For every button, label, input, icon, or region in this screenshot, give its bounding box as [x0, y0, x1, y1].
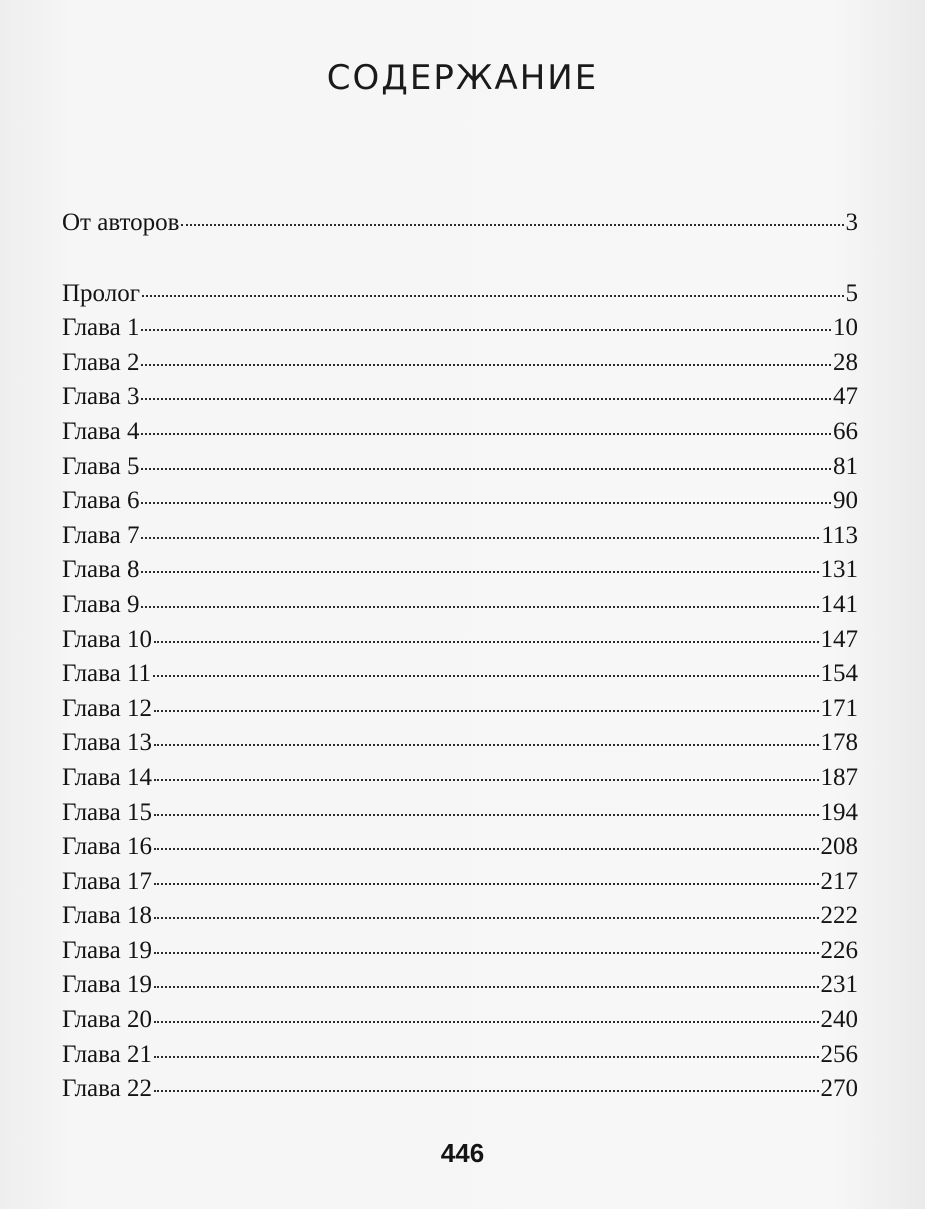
toc-entry [62, 588, 858, 623]
toc-entry-page: 240 [820, 1006, 858, 1034]
toc-entry-page: 66 [833, 417, 858, 445]
toc-entry-label: Глава 7 [62, 521, 140, 549]
toc-entry-page: 147 [820, 625, 858, 653]
toc-entry-page: 131 [820, 556, 858, 584]
toc-entry-page: 194 [820, 798, 858, 826]
toc-entry-label: Глава 22 [62, 1075, 152, 1103]
toc-entry-page: 113 [821, 521, 858, 549]
dot-leader [141, 468, 831, 470]
toc-spacer [62, 241, 858, 277]
toc-entry-page: 208 [820, 833, 858, 861]
page-title: СОДЕРЖАНИЕ [326, 58, 599, 98]
toc-entry [62, 726, 858, 761]
toc-entry-page: 28 [833, 348, 858, 376]
toc-entry [62, 311, 858, 346]
toc-entry-label: Глава 2 [62, 348, 140, 376]
toc-entry-page: 178 [820, 729, 858, 757]
toc-entry-label: Глава 3 [62, 383, 140, 411]
dot-leader [141, 433, 831, 435]
toc-entry-label: Глава 14 [62, 763, 152, 791]
toc-entry [62, 623, 858, 658]
dot-leader [142, 295, 844, 297]
toc-entry-label: Глава 1 [62, 314, 140, 342]
toc-entry-label: Глава 12 [62, 694, 152, 722]
table-of-contents [62, 206, 858, 1107]
toc-entry [62, 657, 858, 692]
toc-entry-page: 222 [820, 902, 858, 930]
dot-leader [154, 779, 819, 781]
toc-entry-label: Глава 13 [62, 729, 152, 757]
toc-entry-label: Глава 21 [62, 1040, 152, 1068]
toc-entry-page: 5 [845, 279, 858, 307]
toc-entry-page: 81 [833, 452, 858, 480]
toc-entry-label: Пролог [62, 279, 140, 307]
dot-leader [154, 917, 819, 919]
toc-entry-label: Глава 15 [62, 798, 152, 826]
dot-leader [154, 1090, 819, 1092]
dot-leader [154, 986, 819, 988]
toc-entry [62, 1072, 858, 1107]
toc-entry [62, 484, 858, 519]
toc-entry-label: Глава 17 [62, 867, 152, 895]
toc-entry-label: Глава 16 [62, 833, 152, 861]
toc-entry-label: Глава 5 [62, 452, 140, 480]
toc-entry [62, 346, 858, 381]
toc-entry-page: 270 [820, 1075, 858, 1103]
dot-leader [154, 744, 819, 746]
dot-leader [141, 502, 831, 504]
toc-entry [62, 1003, 858, 1038]
toc-entry [62, 934, 858, 969]
toc-entry [62, 796, 858, 831]
toc-entry-page: 226 [820, 936, 858, 964]
dot-leader [181, 224, 843, 226]
toc-entry-label: Глава 8 [62, 556, 140, 584]
toc-entry [62, 692, 858, 727]
toc-entry-label: Глава 10 [62, 625, 152, 653]
toc-entry [62, 206, 858, 241]
toc-entry-page: 256 [820, 1040, 858, 1068]
toc-entry-page: 187 [820, 763, 858, 791]
dot-leader [141, 364, 831, 366]
toc-entry [62, 450, 858, 485]
dot-leader [141, 398, 831, 400]
dot-leader [154, 952, 819, 954]
dot-leader [141, 329, 831, 331]
dot-leader [154, 848, 819, 850]
toc-entry [62, 553, 858, 588]
page-number: 446 [440, 1138, 485, 1168]
dot-leader [154, 814, 819, 816]
toc-entry [62, 761, 858, 796]
dot-leader [154, 1056, 819, 1058]
toc-entry [62, 830, 858, 865]
toc-entry-label: Глава 19 [62, 971, 152, 999]
toc-entry-label: От авторов [62, 209, 180, 236]
toc-entry-page: 10 [833, 314, 858, 342]
dot-leader [154, 883, 819, 885]
toc-entry [62, 1038, 858, 1073]
toc-entry [62, 415, 858, 450]
toc-entry [62, 519, 858, 554]
dot-leader [153, 675, 818, 677]
toc-entry [62, 899, 858, 934]
toc-entry-label: Глава 11 [62, 660, 152, 688]
dot-leader [154, 641, 819, 643]
toc-entry-label: Глава 20 [62, 1006, 152, 1034]
dot-leader [141, 537, 819, 539]
toc-entry-page: 90 [833, 487, 858, 515]
toc-entry-page: 47 [833, 383, 858, 411]
toc-entry-label: Глава 4 [62, 417, 140, 445]
toc-entry [62, 865, 858, 900]
toc-entry [62, 968, 858, 1003]
dot-leader [141, 606, 818, 608]
toc-entry-label: Глава 18 [62, 902, 152, 930]
dot-leader [141, 571, 818, 573]
toc-entry-page: 217 [820, 867, 858, 895]
toc-entry-page: 3 [845, 209, 858, 236]
toc-entry-page: 171 [820, 694, 858, 722]
dot-leader [154, 710, 819, 712]
toc-entry-label: Глава 9 [62, 590, 140, 618]
toc-entry [62, 277, 858, 312]
toc-entry-label: Глава 6 [62, 487, 140, 515]
toc-entry-label: Глава 19 [62, 936, 152, 964]
toc-entry-page: 141 [820, 590, 858, 618]
toc-entry-page: 231 [820, 971, 858, 999]
toc-entry-page: 154 [820, 660, 858, 688]
dot-leader [154, 1021, 819, 1023]
toc-entry [62, 380, 858, 415]
